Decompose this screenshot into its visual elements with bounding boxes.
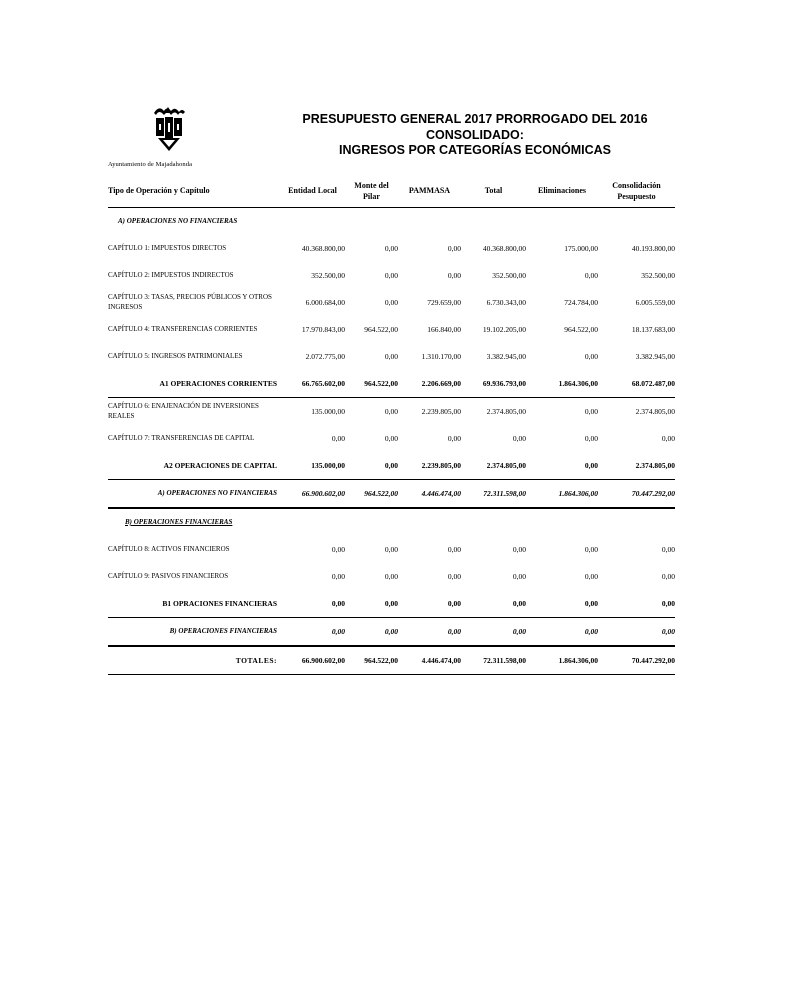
table-cell: 1.864.306,00 xyxy=(526,646,598,675)
row-label: CAPÍTULO 5: INGRESOS PATRIMONIALES xyxy=(108,351,243,360)
table-cell: 0,00 xyxy=(331,433,345,443)
column-header: Tipo de Operación y Capítulo xyxy=(108,174,280,208)
table-cell: 2.374.805,00 xyxy=(598,452,675,480)
table-cell: 0,00 xyxy=(512,433,526,443)
row-label: A1 OPERACIONES CORRIENTES xyxy=(108,370,280,398)
table-cell: 6.000.684,00 xyxy=(305,297,345,307)
table-cell: 352.500,00 xyxy=(492,270,526,280)
table-row xyxy=(108,646,675,675)
table-row xyxy=(108,235,675,262)
table-cell: 135.000,00 xyxy=(280,452,345,480)
table-cell: 2.374.805,00 xyxy=(461,452,526,480)
row-label: B) OPERACIONES FINANCIERAS xyxy=(108,618,280,647)
table-cell: 0,00 xyxy=(447,270,461,280)
table-row xyxy=(108,563,675,590)
table-cell: 0,00 xyxy=(345,452,398,480)
table-cell: 3.382.945,00 xyxy=(635,351,675,361)
table-cell: 0,00 xyxy=(345,590,398,618)
table-cell: 2.206.669,00 xyxy=(398,370,461,398)
table-cell: 66.900.602,00 xyxy=(280,646,345,675)
row-label: B) OPERACIONES FINANCIERAS xyxy=(125,517,233,526)
table-row xyxy=(108,316,675,343)
table-cell: 0,00 xyxy=(526,590,598,618)
table-cell: 0,00 xyxy=(384,544,398,554)
table-cell xyxy=(461,208,526,236)
table-cell: 724.784,00 xyxy=(564,297,598,307)
table-cell: 70.447.292,00 xyxy=(598,646,675,675)
table-cell: 1.310.170,00 xyxy=(421,351,461,361)
table-cell: 0,00 xyxy=(398,590,461,618)
table-cell: 0,00 xyxy=(345,618,398,647)
row-label: CAPÍTULO 4: TRANSFERENCIAS CORRIENTES xyxy=(108,324,258,333)
table-cell: 72.311.598,00 xyxy=(461,480,526,509)
table-cell: 70.447.292,00 xyxy=(598,480,675,509)
table-cell: 0,00 xyxy=(661,544,675,554)
table-cell xyxy=(280,508,345,536)
table-cell: 0,00 xyxy=(447,544,461,554)
table-cell: 0,00 xyxy=(331,544,345,554)
table-cell: 175.000,00 xyxy=(564,243,598,253)
table-cell: 0,00 xyxy=(461,618,526,647)
table-cell: 3.382.945,00 xyxy=(486,351,526,361)
row-label: CAPÍTULO 6: ENAJENACIÓN DE INVERSIONES REALES xyxy=(108,402,259,420)
table-cell: 0,00 xyxy=(512,571,526,581)
table-cell xyxy=(526,208,598,236)
table-cell: 0,00 xyxy=(280,618,345,647)
row-label: A) OPERACIONES NO FINANCIERAS xyxy=(118,216,238,225)
row-label: CAPÍTULO 1: IMPUESTOS DIRECTOS xyxy=(108,243,227,252)
table-cell: 0,00 xyxy=(661,433,675,443)
table-cell: 0,00 xyxy=(398,618,461,647)
table-cell xyxy=(280,208,345,236)
table-cell: 2.374.805,00 xyxy=(486,406,526,416)
organization-name: Ayuntamiento de Majadahonda xyxy=(108,161,193,168)
table-cell: 0,00 xyxy=(447,571,461,581)
table-cell: 17.970.843,00 xyxy=(301,324,345,334)
table-cell: 2.072.775,00 xyxy=(305,351,345,361)
table-cell: 0,00 xyxy=(584,544,598,554)
table-cell: 6.730.343,00 xyxy=(486,297,526,307)
table-cell: 0,00 xyxy=(512,544,526,554)
table-cell: 2.239.805,00 xyxy=(398,452,461,480)
table-cell: 2.374.805,00 xyxy=(635,406,675,416)
table-row xyxy=(108,508,675,536)
table-cell: 964.522,00 xyxy=(364,324,398,334)
table-cell: 0,00 xyxy=(526,618,598,647)
table-cell: 352.500,00 xyxy=(641,270,675,280)
table-cell: 964.522,00 xyxy=(564,324,598,334)
table-cell xyxy=(398,508,461,536)
table-cell xyxy=(598,208,675,236)
table-cell xyxy=(461,508,526,536)
title-line-1: PRESUPUESTO GENERAL 2017 PRORROGADO DEL 2016 xyxy=(302,112,648,126)
table-cell: 0,00 xyxy=(584,433,598,443)
row-label: CAPÍTULO 2: IMPUESTOS INDIRECTOS xyxy=(108,270,234,279)
table-cell: 66.900.602,00 xyxy=(280,480,345,509)
table-cell: 0,00 xyxy=(461,590,526,618)
row-label: A2 OPERACIONES DE CAPITAL xyxy=(108,452,280,480)
title-line-2: CONSOLIDADO: xyxy=(426,127,524,142)
table-row xyxy=(108,590,675,618)
row-label: CAPÍTULO 7: TRANSFERENCIAS DE CAPITAL xyxy=(108,433,255,442)
table-row xyxy=(108,425,675,452)
table-cell xyxy=(345,508,398,536)
table-cell: 4.446.474,00 xyxy=(398,646,461,675)
table-cell: 0,00 xyxy=(584,571,598,581)
table-cell: 0,00 xyxy=(598,590,675,618)
table-cell: 0,00 xyxy=(384,297,398,307)
table-cell: 40.193.800,00 xyxy=(631,243,675,253)
table-cell: 0,00 xyxy=(598,618,675,647)
table-cell: 68.072.487,00 xyxy=(598,370,675,398)
table-row xyxy=(108,536,675,563)
table-cell xyxy=(345,208,398,236)
table-cell: 18.137.683,00 xyxy=(631,324,675,334)
table-cell xyxy=(398,208,461,236)
table-cell: 352.500,00 xyxy=(311,270,345,280)
table-cell: 964.522,00 xyxy=(345,480,398,509)
table-cell: 964.522,00 xyxy=(345,370,398,398)
table-cell: 66.765.602,00 xyxy=(280,370,345,398)
table-row xyxy=(108,398,675,426)
table-header-row xyxy=(108,174,675,208)
table-cell: 0,00 xyxy=(384,571,398,581)
table-cell: 1.864.306,00 xyxy=(526,480,598,509)
table-cell xyxy=(526,508,598,536)
column-header: Monte del Pilar xyxy=(345,174,398,208)
table-cell: 0,00 xyxy=(384,433,398,443)
table-cell: 0,00 xyxy=(331,571,345,581)
table-cell: 0,00 xyxy=(384,243,398,253)
row-label: A) OPERACIONES NO FINANCIERAS xyxy=(108,480,280,509)
column-header: Eliminaciones xyxy=(526,174,598,208)
table-cell: 4.446.474,00 xyxy=(398,480,461,509)
table-row xyxy=(108,208,675,236)
table-cell: 964.522,00 xyxy=(345,646,398,675)
document-title xyxy=(270,112,680,159)
table-cell: 0,00 xyxy=(584,270,598,280)
table-cell: 0,00 xyxy=(526,452,598,480)
row-label: CAPÍTULO 9: PASIVOS FINANCIEROS xyxy=(108,571,229,580)
table-cell: 72.311.598,00 xyxy=(461,646,526,675)
column-header: Consolidación Pesupuesto xyxy=(598,174,675,208)
revenue-table xyxy=(108,174,675,675)
row-label: CAPÍTULO 3: TASAS, PRECIOS PÚBLICOS Y OTROS INGRESOS xyxy=(108,293,272,311)
table-row xyxy=(108,343,675,370)
row-label: B1 OPRACIONES FINANCIERAS xyxy=(108,590,280,618)
table-cell: 0,00 xyxy=(447,243,461,253)
column-header: Entidad Local xyxy=(280,174,345,208)
row-label: TOTALES: xyxy=(108,646,280,675)
table-cell: 69.936.793,00 xyxy=(461,370,526,398)
table-cell: 0,00 xyxy=(584,351,598,361)
table-cell: 135.000,00 xyxy=(311,406,345,416)
row-label: CAPÍTULO 8: ACTIVOS FINANCIEROS xyxy=(108,544,230,553)
table-cell: 0,00 xyxy=(661,571,675,581)
table-cell: 19.102.205,00 xyxy=(482,324,526,334)
column-header: PAMMASA xyxy=(398,174,461,208)
table-cell xyxy=(598,508,675,536)
table-cell: 6.005.559,00 xyxy=(635,297,675,307)
table-cell: 0,00 xyxy=(384,351,398,361)
table-cell: 0,00 xyxy=(384,406,398,416)
table-row xyxy=(108,452,675,480)
column-header: Total xyxy=(461,174,526,208)
table-cell: 0,00 xyxy=(584,406,598,416)
municipal-logo-icon xyxy=(150,103,188,153)
table-cell: 40.368.800,00 xyxy=(482,243,526,253)
table-cell: 0,00 xyxy=(280,590,345,618)
table-cell: 729.659,00 xyxy=(427,297,461,307)
table-cell: 40.368.800,00 xyxy=(301,243,345,253)
table-row xyxy=(108,480,675,509)
table-row xyxy=(108,289,675,316)
table-cell: 2.239.805,00 xyxy=(421,406,461,416)
table-row xyxy=(108,370,675,398)
table-cell: 166.840,00 xyxy=(427,324,461,334)
table-cell: 0,00 xyxy=(447,433,461,443)
table-cell: 1.864.306,00 xyxy=(526,370,598,398)
table-body xyxy=(108,208,675,675)
title-line-3: INGRESOS POR CATEGORÍAS ECONÓMICAS xyxy=(338,143,611,157)
table-row xyxy=(108,618,675,647)
table-row xyxy=(108,262,675,289)
table-cell: 0,00 xyxy=(384,270,398,280)
